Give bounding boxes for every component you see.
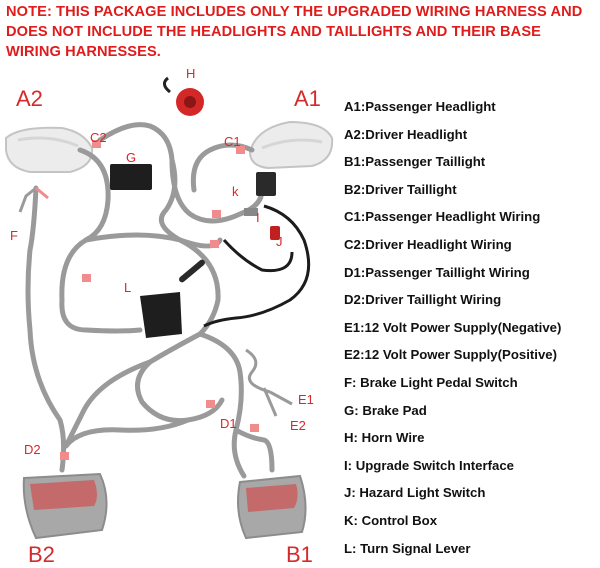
- legend-item-e1: E1:12 Volt Power Supply(Negative): [344, 319, 562, 335]
- horn: [164, 78, 204, 116]
- passenger-headlight: [250, 122, 332, 168]
- label-h: H: [186, 66, 196, 81]
- legend-item-d2: D2:Driver Taillight Wiring: [344, 292, 502, 308]
- power-supply-leads: [246, 350, 292, 416]
- legend-item-j: J: Hazard Light Switch: [344, 485, 486, 501]
- label-a2: A2: [16, 86, 43, 111]
- legend-item-b2: B2:Driver Taillight: [344, 181, 457, 197]
- legend-item-a2: A2:Driver Headlight: [344, 126, 468, 142]
- legend-item-f: F: Brake Light Pedal Switch: [344, 374, 518, 390]
- legend-item-k: K: Control Box: [344, 512, 438, 528]
- label-d1: D1: [220, 416, 237, 431]
- label-l: L: [124, 280, 132, 295]
- legend-item-e2: E2:12 Volt Power Supply(Positive): [344, 347, 558, 363]
- label-a1: A1: [294, 86, 321, 111]
- legend-item-g: G: Brake Pad: [344, 402, 427, 418]
- label-b2: B2: [28, 542, 55, 567]
- legend-item-i: I: Upgrade Switch Interface: [344, 457, 515, 473]
- label-j: J: [276, 234, 283, 249]
- label-c1: C1: [224, 134, 241, 149]
- label-f: F: [10, 228, 18, 243]
- legend-item-c1: C1:Passenger Headlight Wiring: [344, 209, 541, 225]
- label-e2: E2: [290, 418, 306, 433]
- control-box: [256, 172, 276, 196]
- passenger-taillight: [238, 476, 306, 538]
- driver-taillight: [24, 474, 107, 538]
- wiring-diagram: [0, 60, 340, 568]
- label-i: I: [256, 210, 260, 225]
- legend-item-l: L: Turn Signal Lever: [344, 540, 471, 556]
- legend-item-c2: C2:Driver Headlight Wiring: [344, 236, 512, 252]
- label-b1: B1: [286, 542, 313, 567]
- legend-item-d1: D1:Passenger Taillight Wiring: [344, 264, 530, 280]
- legend-item-b1: B1:Passenger Taillight: [344, 154, 486, 170]
- label-c2: C2: [90, 130, 107, 145]
- label-g: G: [126, 150, 137, 165]
- legend-item-a1: A1:Passenger Headlight: [344, 99, 496, 114]
- turn-signal-lever: [140, 258, 206, 338]
- label-e1: E1: [298, 392, 314, 407]
- component-legend: [344, 93, 600, 562]
- label-d2: D2: [24, 442, 41, 457]
- brake-pad: [110, 164, 152, 190]
- label-k: k: [232, 184, 239, 199]
- legend-item-h: H: Horn Wire: [344, 430, 425, 446]
- package-note: NOTE: THIS PACKAGE INCLUDES ONLY THE UPGRADED WIRING HARNESS AND DOES NOT INCLUDE THE HEADLIGHTS AND TAILLIGHTS AND THEIR BASE WIRING HARNESSES.: [6, 4, 583, 60]
